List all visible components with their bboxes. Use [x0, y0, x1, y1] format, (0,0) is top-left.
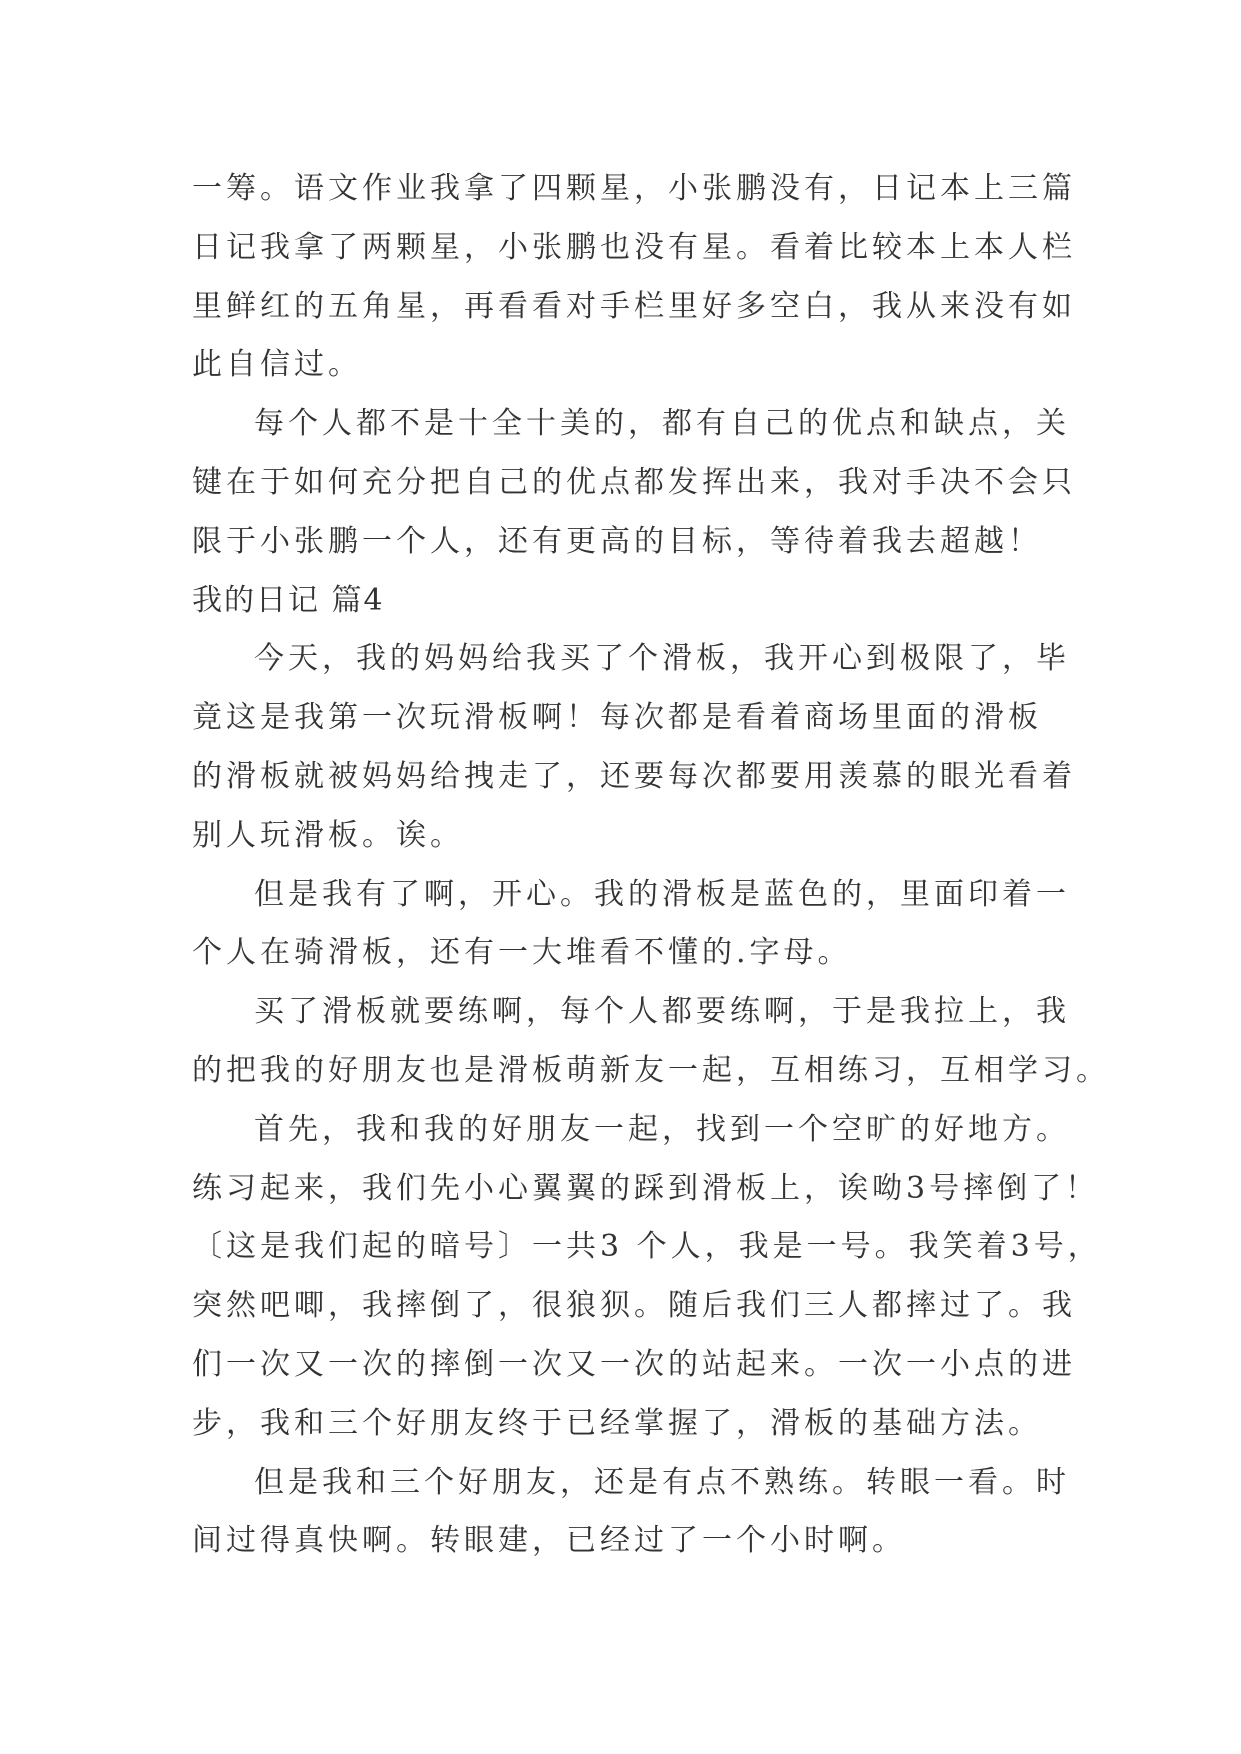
text-line: 竟这是我第一次玩滑板啊！每次都是看着商场里面的滑板	[192, 700, 1042, 736]
text-line: 的把我的好朋友也是滑板萌新友一起，互相练习，互相学习。	[192, 1052, 1110, 1088]
section-heading	[192, 572, 1052, 631]
paragraph-6	[192, 1101, 1102, 1454]
text-line: 键在于如何充分把自己的优点都发挥出来，我对手决不会只	[192, 464, 1076, 500]
text-line: 突然吧唧，我摔倒了，很狼狈。随后我们三人都摔过了。我	[192, 1288, 1076, 1324]
text-line: 步，我和三个好朋友终于已经掌握了，滑板的基础方法。	[192, 1405, 1042, 1441]
paragraph-2	[192, 395, 1076, 571]
text-line: 但是我有了啊，开心。我的滑板是蓝色的，里面印着一	[254, 876, 1070, 912]
text-line: 首先，我和我的好朋友一起，找到一个空旷的好地方。	[254, 1111, 1070, 1147]
text-line: 里鲜红的五角星，再看看对手栏里好多空白，我从来没有如	[192, 288, 1076, 324]
text-line: 限于小张鹏一个人，还有更高的目标，等待着我去超越！	[192, 523, 1042, 559]
text-line: 此自信过。	[192, 347, 362, 383]
paragraph-1	[192, 160, 1076, 395]
text-line: 一筹。语文作业我拿了四颗星，小张鹏没有，日记本上三篇	[192, 171, 1076, 206]
text-line: 们一次又一次的摔倒一次又一次的站起来。一次一小点的进	[192, 1346, 1076, 1382]
text-line: 练习起来，我们先小心翼翼的踩到滑板上，诶呦3号摔倒了！	[192, 1170, 1100, 1206]
paragraph-7	[192, 1454, 1070, 1572]
text-line: 的滑板就被妈妈给拽走了，还要每次都要用羡慕的眼光看着	[192, 758, 1076, 794]
heading-text: 我的日记 篇4	[192, 582, 385, 618]
paragraph-4	[192, 866, 1070, 984]
text-line: 〔这是我们起的暗号〕一共3 个人，我是一号。我笑着3号，	[192, 1229, 1102, 1265]
text-line: 别人玩滑板。诶。	[192, 817, 464, 853]
text-line: 间过得真快啊。转眼建，已经过了一个小时啊。	[192, 1523, 906, 1559]
paragraph-5	[192, 983, 1110, 1101]
text-line: 每个人都不是十全十美的，都有自己的优点和缺点，关	[254, 406, 1070, 442]
text-line: 今天，我的妈妈给我买了个滑板，我开心到极限了，毕	[254, 641, 1070, 677]
text-line: 买了滑板就要练啊，每个人都要练啊，于是我拉上，我	[254, 994, 1070, 1030]
text-line: 日记我拿了两颗星，小张鹏也没有星。看着比较本上本人栏	[192, 229, 1076, 265]
text-line: 但是我和三个好朋友，还是有点不熟练。转眼一看。时	[254, 1464, 1070, 1500]
document-body	[192, 160, 1110, 1571]
paragraph-3	[192, 630, 1076, 865]
text-line: 个人在骑滑板，还有一大堆看不懂的.字母。	[192, 935, 852, 971]
